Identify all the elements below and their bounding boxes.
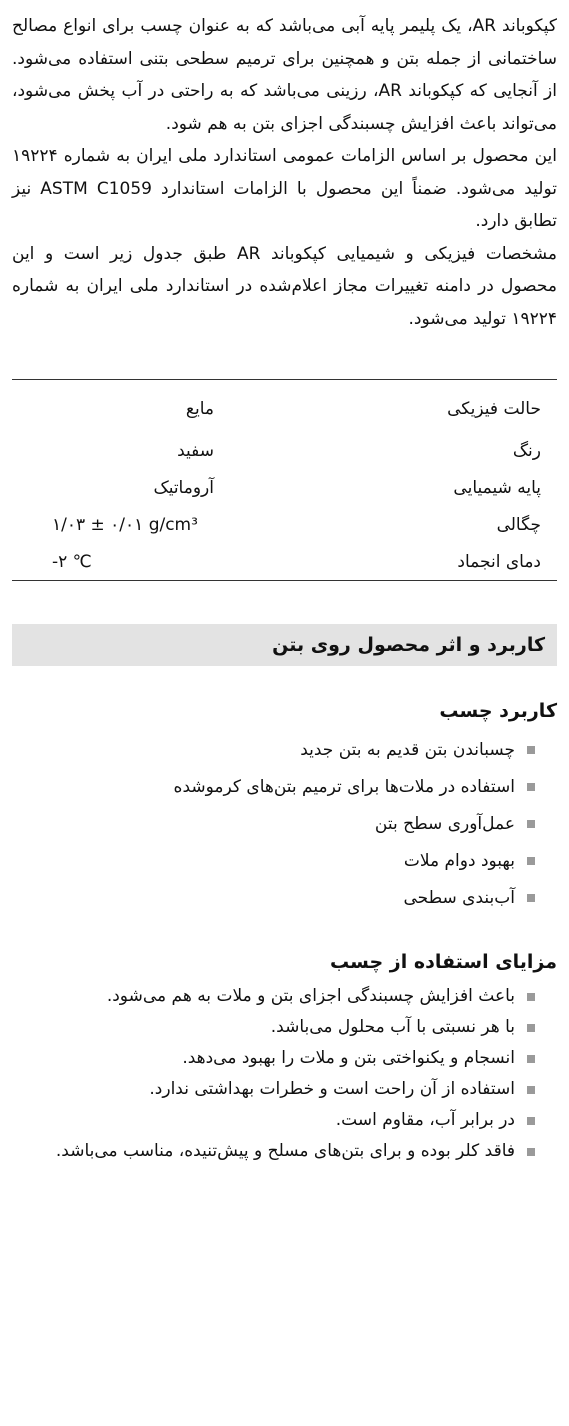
table-row bbox=[12, 432, 557, 469]
list-item bbox=[12, 769, 557, 806]
usage-heading: کاربرد چسب bbox=[439, 700, 557, 722]
benefits-heading: مزایای استفاده از چسب bbox=[330, 951, 557, 973]
table-row bbox=[12, 543, 557, 581]
list-item bbox=[12, 1136, 557, 1167]
list-item-text: آب‌بندی سطحی bbox=[403, 888, 515, 908]
list-item-text: استفاده از آن راحت است و خطرات بهداشتی ندارد. bbox=[149, 1079, 515, 1099]
list-item bbox=[12, 1074, 557, 1105]
list-item bbox=[12, 1105, 557, 1136]
value-cell: ۱/۰۳ ± ۰/۰۱ g/cm³ bbox=[52, 514, 198, 535]
list-item-text: بهبود دوام ملات bbox=[403, 851, 515, 871]
section-header bbox=[12, 624, 557, 666]
list-item-text: انسجام و یکنواختی بتن و ملات را بهبود می‌دهد. bbox=[182, 1048, 515, 1068]
table-row bbox=[12, 469, 557, 506]
spec-table bbox=[12, 379, 557, 581]
property-cell: پایه شیمیایی bbox=[453, 477, 541, 498]
square-bullet-icon bbox=[527, 894, 535, 902]
property-cell: حالت فیزیکی bbox=[447, 399, 541, 419]
value-cell: -۲ ℃ bbox=[52, 551, 92, 572]
square-bullet-icon bbox=[527, 820, 535, 828]
list-item bbox=[12, 843, 557, 880]
intro-text bbox=[12, 10, 557, 335]
list-item-text: عمل‌آوری سطح بتن bbox=[374, 814, 515, 834]
square-bullet-icon bbox=[527, 1148, 535, 1156]
list-item-text: باعث افزایش چسبندگی اجزای بتن و ملات به هم می‌شود. bbox=[106, 986, 515, 1006]
section-title: کاربرد و اثر محصول روی بتن bbox=[272, 634, 545, 656]
list-item-text: استفاده در ملات‌ها برای ترمیم بتن‌های کرموشده bbox=[173, 777, 515, 797]
table-row bbox=[12, 506, 557, 543]
list-item-text: در برابر آب، مقاوم است. bbox=[335, 1110, 515, 1130]
list-item bbox=[12, 732, 557, 769]
square-bullet-icon bbox=[527, 1086, 535, 1094]
list-item bbox=[12, 1043, 557, 1074]
square-bullet-icon bbox=[527, 1055, 535, 1063]
square-bullet-icon bbox=[527, 783, 535, 791]
intro-paragraph-3: مشخصات فیزیکی و شیمیایی کپکوباند AR طبق جدول زیر است و این محصول در دامنه تغییرات مجاز اعلام‌شده در استاندارد ملی ایران به شماره ۱۹۲۲۴ تولید می‌شود. bbox=[12, 243, 557, 329]
property-cell: رنگ bbox=[512, 440, 541, 461]
list-item bbox=[12, 1012, 557, 1043]
list-item bbox=[12, 981, 557, 1012]
value-cell: مایع bbox=[185, 399, 214, 419]
intro-paragraph-1: کپکوباند AR، یک پلیمر پایه آبی می‌باشد که به عنوان چسب برای انواع مصالح ساختمانی از جمله بتن و همچنین برای ترمیم سطحی بتنی استفاده می‌شود. از آنجایی که کپکوباند AR، رزینی می‌باشد که به راحتی در آب پخش می‌شود، می‌تواند باعث افزایش چسبندگی اجزای بتن به هم شود. bbox=[12, 16, 557, 134]
list-item bbox=[12, 806, 557, 843]
list-item-text: چسباندن بتن قدیم به بتن جدید bbox=[300, 740, 515, 760]
table-row bbox=[12, 380, 557, 433]
list-item-text: با هر نسبتی با آب محلول می‌باشد. bbox=[270, 1017, 515, 1037]
square-bullet-icon bbox=[527, 993, 535, 1001]
intro-paragraph-2: این محصول بر اساس الزامات عمومی استاندارد ملی ایران به شماره ۱۹۲۲۴ تولید می‌شود. ضمناً این محصول با الزامات استاندارد ASTM C1059 نیز تطابق دارد. bbox=[12, 146, 557, 231]
list-item bbox=[12, 880, 557, 917]
property-cell: چگالی bbox=[496, 514, 541, 535]
square-bullet-icon bbox=[527, 857, 535, 865]
list-item-text: فاقد کلر بوده و برای بتن‌های مسلح و پیش‌تنیده، مناسب می‌باشد. bbox=[55, 1141, 515, 1161]
benefits-list bbox=[12, 981, 557, 1167]
square-bullet-icon bbox=[527, 1024, 535, 1032]
square-bullet-icon bbox=[527, 1117, 535, 1125]
property-cell: دمای انجماد bbox=[457, 551, 541, 572]
square-bullet-icon bbox=[527, 746, 535, 754]
value-cell: آروماتیک bbox=[153, 477, 214, 498]
value-cell: سفید bbox=[177, 440, 214, 461]
usage-list bbox=[12, 732, 557, 917]
